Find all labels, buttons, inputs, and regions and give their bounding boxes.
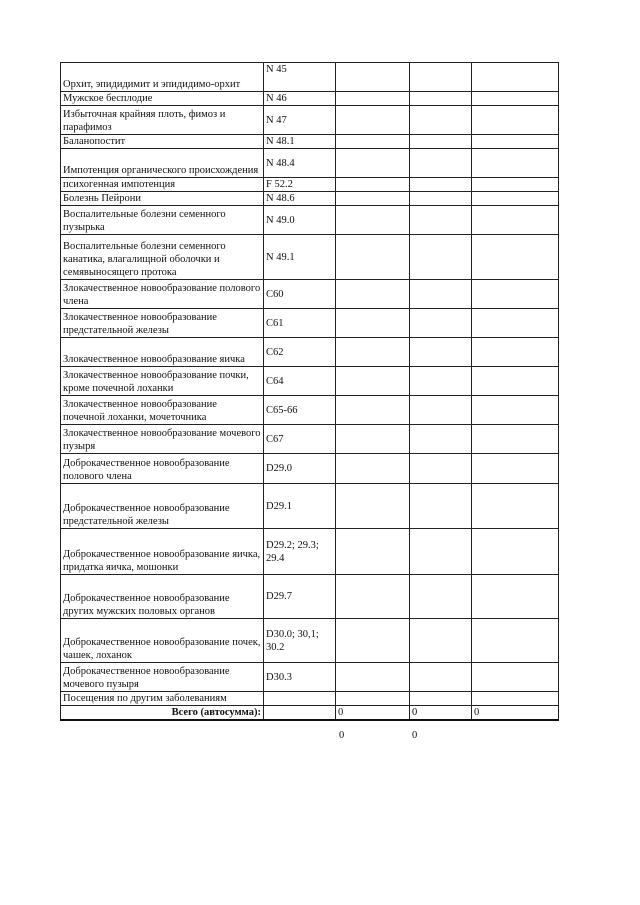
total-value-col4: 0 <box>410 706 472 721</box>
icd-code: C65-66 <box>264 396 336 425</box>
value-cell-col5 <box>472 454 559 484</box>
diagnosis-name: Злокачественное новообразование почки, кроме почечной лоханки <box>61 367 264 396</box>
icd-code: N 47 <box>264 106 336 135</box>
diagnosis-name: Доброкачественное новообразование почек, чашек, лоханок <box>61 619 264 663</box>
value-cell-col5 <box>472 178 559 192</box>
diagnosis-name: Импотенция органического происхождения <box>61 149 264 178</box>
table-row <box>61 396 559 425</box>
icd-code: D29.7 <box>264 575 336 619</box>
value-cell-col5 <box>472 149 559 178</box>
table-row <box>61 529 559 575</box>
value-cell-col5 <box>472 192 559 206</box>
diagnosis-name: Воспалительные болезни семенного пузырька <box>61 206 264 235</box>
value-cell-col4 <box>410 106 472 135</box>
value-cell-col3 <box>336 235 410 280</box>
diagnosis-name: Злокачественное новообразование полового члена <box>61 280 264 309</box>
diagnosis-name: Мужское бесплодие <box>61 92 264 106</box>
value-cell-col4 <box>410 619 472 663</box>
total-row <box>61 706 559 721</box>
diagnosis-name: Доброкачественное новообразование мочевого пузыря <box>61 663 264 692</box>
value-cell-col4 <box>410 192 472 206</box>
diagnosis-name: Злокачественное новообразование яичка <box>61 338 264 367</box>
value-cell-col3 <box>336 192 410 206</box>
table-row <box>61 575 559 619</box>
table-row <box>61 484 559 529</box>
diagnosis-name: Баланопостит <box>61 135 264 149</box>
value-cell-col4 <box>410 529 472 575</box>
value-cell-col5 <box>472 135 559 149</box>
value-cell-col5 <box>472 425 559 454</box>
value-cell-col3 <box>336 106 410 135</box>
value-cell-col4 <box>410 338 472 367</box>
value-cell-col4 <box>410 135 472 149</box>
value-cell-col3 <box>336 92 410 106</box>
icd-code: F 52.2 <box>264 178 336 192</box>
icd-code: D29.2; 29.3; 29.4 <box>264 529 336 575</box>
value-cell-col5 <box>472 338 559 367</box>
value-cell-col4 <box>410 484 472 529</box>
value-cell-col4 <box>410 575 472 619</box>
table-row <box>61 63 559 92</box>
value-cell-col5 <box>472 92 559 106</box>
icd-code: N 45 <box>264 63 336 92</box>
value-cell-col4 <box>410 454 472 484</box>
report-sheet <box>60 62 558 721</box>
diagnosis-name: Доброкачественное новообразование полового члена <box>61 454 264 484</box>
value-cell-col4 <box>410 63 472 92</box>
table-row <box>61 106 559 135</box>
value-cell-col3 <box>336 529 410 575</box>
value-cell-col5 <box>472 280 559 309</box>
value-cell-col5 <box>472 235 559 280</box>
value-cell-col5 <box>472 396 559 425</box>
diagnosis-table-body <box>61 63 559 721</box>
value-cell-col3 <box>336 425 410 454</box>
table-row <box>61 663 559 692</box>
icd-code: N 48.6 <box>264 192 336 206</box>
icd-code: C60 <box>264 280 336 309</box>
value-cell-col3 <box>336 663 410 692</box>
value-cell-col5 <box>472 692 559 706</box>
value-cell-col4 <box>410 425 472 454</box>
diagnosis-name: Воспалительные болезни семенного канатика, влагалищной оболочки и семявыносящего протока <box>61 235 264 280</box>
value-cell-col4 <box>410 206 472 235</box>
table-row <box>61 425 559 454</box>
total-label: Всего (автосумма): <box>61 706 264 721</box>
value-cell-col5 <box>472 529 559 575</box>
value-cell-col3 <box>336 206 410 235</box>
value-cell-col5 <box>472 106 559 135</box>
icd-code <box>264 692 336 706</box>
below-total-value-1: 0 <box>339 730 345 741</box>
total-value-col3: 0 <box>336 706 410 721</box>
value-cell-col3 <box>336 63 410 92</box>
value-cell-col4 <box>410 396 472 425</box>
value-cell-col4 <box>410 92 472 106</box>
icd-code: N 48.4 <box>264 149 336 178</box>
table-row <box>61 280 559 309</box>
diagnosis-name: Злокачественное новообразование мочевого пузыря <box>61 425 264 454</box>
table-row <box>61 206 559 235</box>
value-cell-col5 <box>472 619 559 663</box>
icd-code: N 48.1 <box>264 135 336 149</box>
value-cell-col3 <box>336 149 410 178</box>
value-cell-col3 <box>336 396 410 425</box>
value-cell-col4 <box>410 235 472 280</box>
value-cell-col3 <box>336 280 410 309</box>
table-row <box>61 367 559 396</box>
icd-code: C64 <box>264 367 336 396</box>
value-cell-col4 <box>410 149 472 178</box>
table-row <box>61 454 559 484</box>
table-row <box>61 235 559 280</box>
value-cell-col3 <box>336 619 410 663</box>
icd-code: N 46 <box>264 92 336 106</box>
table-row <box>61 192 559 206</box>
value-cell-col5 <box>472 663 559 692</box>
diagnosis-name: Доброкачественное новообразование яичка, придатка яичка, мошонки <box>61 529 264 575</box>
table-row <box>61 309 559 338</box>
value-cell-col4 <box>410 309 472 338</box>
icd-code: D30.3 <box>264 663 336 692</box>
icd-code: D30.0; 30,1; 30.2 <box>264 619 336 663</box>
icd-code: C61 <box>264 309 336 338</box>
diagnosis-name: Доброкачественное новообразование предстательной железы <box>61 484 264 529</box>
value-cell-col4 <box>410 692 472 706</box>
table-row <box>61 338 559 367</box>
value-cell-col3 <box>336 692 410 706</box>
value-cell-col3 <box>336 484 410 529</box>
value-cell-col3 <box>336 575 410 619</box>
value-cell-col5 <box>472 484 559 529</box>
diagnosis-table <box>60 62 559 721</box>
value-cell-col3 <box>336 178 410 192</box>
below-total-value-2: 0 <box>412 730 418 741</box>
total-code-cell <box>264 706 336 721</box>
value-cell-col5 <box>472 63 559 92</box>
table-row <box>61 178 559 192</box>
diagnosis-name: Избыточная крайняя плоть, фимоз и парафимоз <box>61 106 264 135</box>
value-cell-col5 <box>472 575 559 619</box>
diagnosis-name: психогенная импотенция <box>61 178 264 192</box>
value-cell-col4 <box>410 367 472 396</box>
value-cell-col4 <box>410 663 472 692</box>
diagnosis-name: Доброкачественное новообразование других мужских половых органов <box>61 575 264 619</box>
diagnosis-name: Посещения по другим заболеваниям <box>61 692 264 706</box>
diagnosis-name: Орхит, эпидидимит и эпидидимо-орхит <box>61 63 264 92</box>
table-row <box>61 135 559 149</box>
icd-code: N 49.1 <box>264 235 336 280</box>
icd-code: C67 <box>264 425 336 454</box>
value-cell-col3 <box>336 309 410 338</box>
icd-code: D29.1 <box>264 484 336 529</box>
table-row <box>61 619 559 663</box>
total-value-col5: 0 <box>472 706 559 721</box>
value-cell-col3 <box>336 135 410 149</box>
value-cell-col5 <box>472 367 559 396</box>
diagnosis-name: Злокачественное новообразование предстательной железы <box>61 309 264 338</box>
value-cell-col3 <box>336 338 410 367</box>
icd-code: C62 <box>264 338 336 367</box>
table-row <box>61 92 559 106</box>
table-row <box>61 692 559 706</box>
value-cell-col3 <box>336 454 410 484</box>
diagnosis-name: Злокачественное новообразование почечной лоханки, мочеточника <box>61 396 264 425</box>
table-row <box>61 149 559 178</box>
value-cell-col5 <box>472 309 559 338</box>
value-cell-col4 <box>410 280 472 309</box>
icd-code: D29.0 <box>264 454 336 484</box>
value-cell-col3 <box>336 367 410 396</box>
value-cell-col5 <box>472 206 559 235</box>
diagnosis-name: Болезнь Пейрони <box>61 192 264 206</box>
value-cell-col4 <box>410 178 472 192</box>
icd-code: N 49.0 <box>264 206 336 235</box>
